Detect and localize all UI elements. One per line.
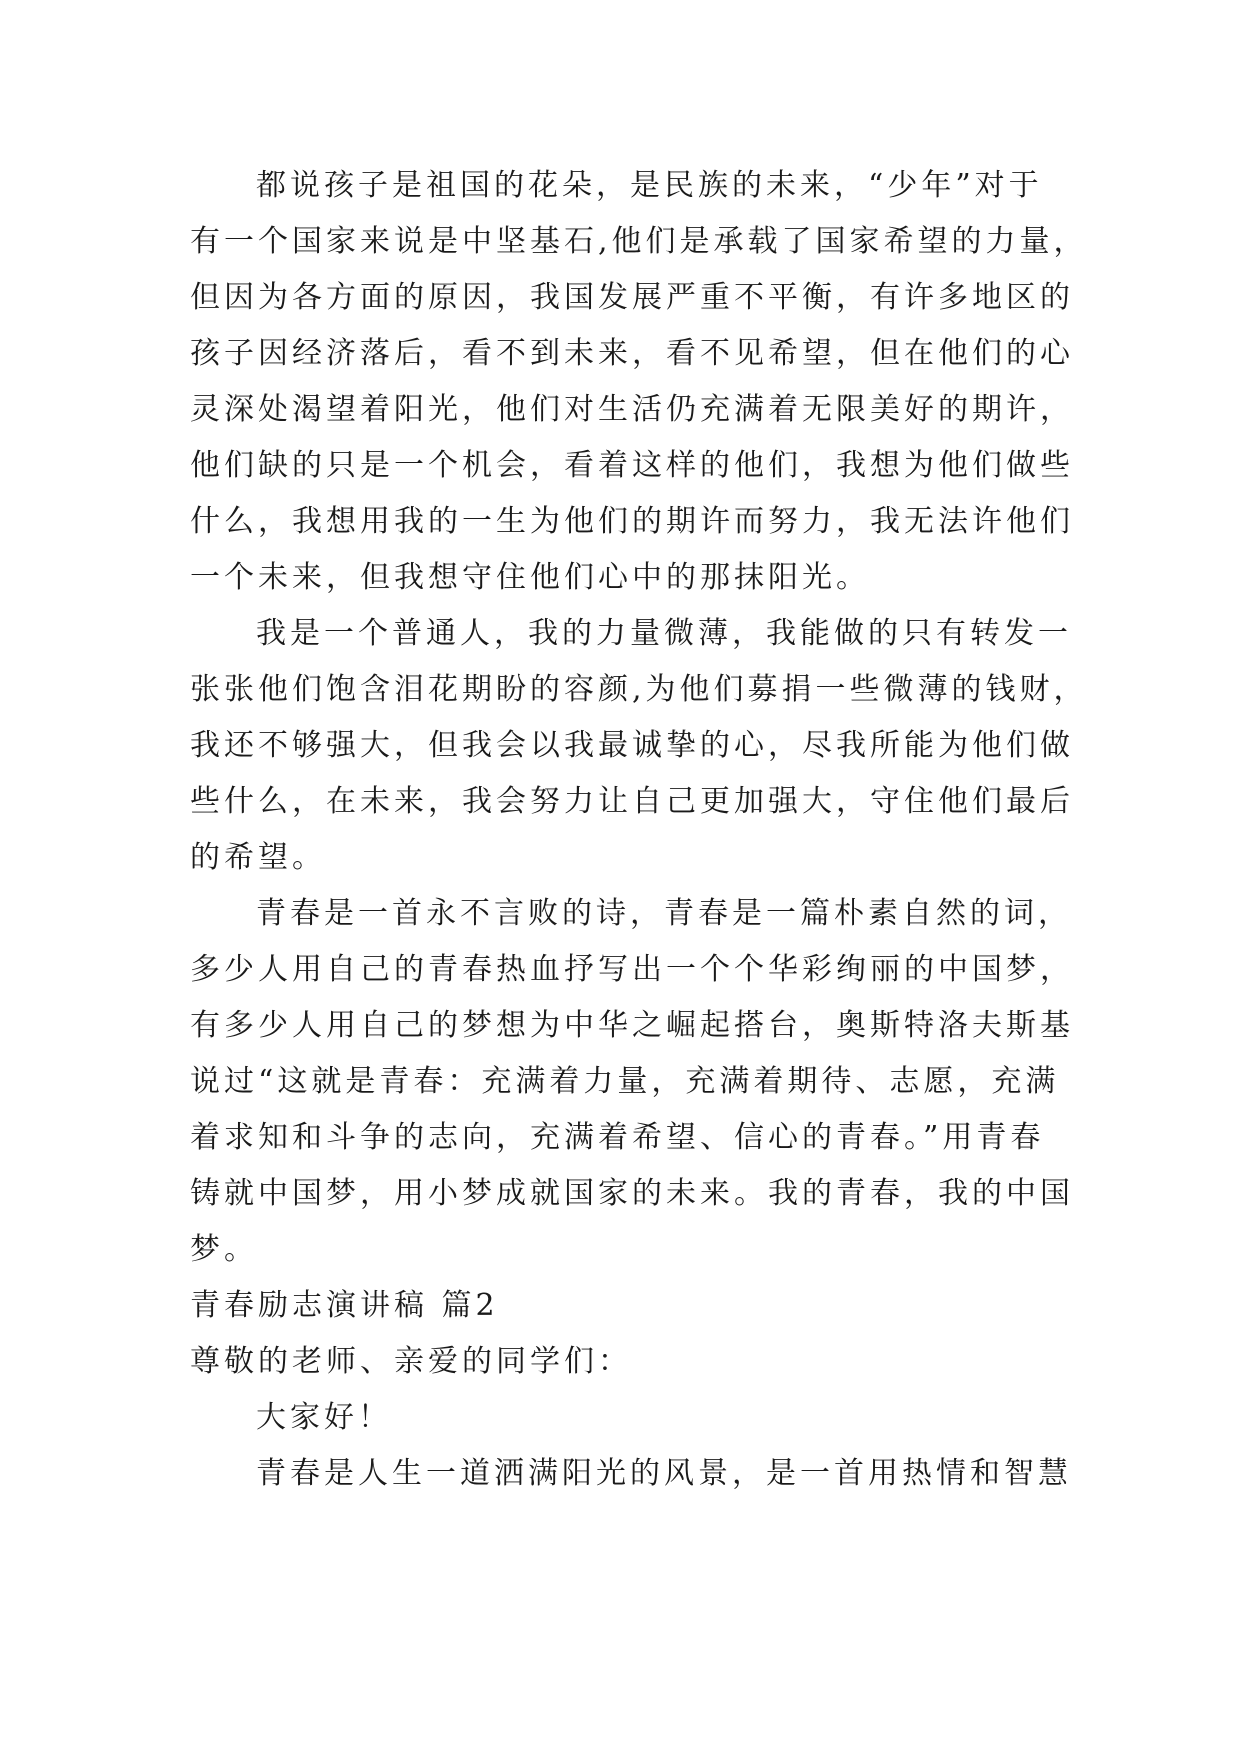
- paragraph-line: 张张他们饱含泪花期盼的容颜,为他们募捐一些微薄的钱财，: [190, 672, 1088, 707]
- paragraph-line: 有一个国家来说是中坚基石,他们是承载了国家希望的力量，: [190, 224, 1088, 259]
- paragraph-line: 灵深处渴望着阳光，他们对生活仍充满着无限美好的期许，: [190, 392, 1074, 427]
- paragraph-line: 些什么，在未来，我会努力让自己更加强大，守住他们最后: [190, 784, 1074, 819]
- paragraph-line: 说过“这就是青春：充满着力量，充满着期待、志愿，充满: [190, 1064, 1060, 1099]
- paragraph-line: 梦。: [190, 1232, 258, 1267]
- paragraph-line: 但因为各方面的原因，我国发展严重不平衡，有许多地区的: [190, 280, 1074, 315]
- paragraph-line: 铸就中国梦，用小梦成就国家的未来。我的青春，我的中国: [190, 1176, 1074, 1211]
- paragraph-line: 我是一个普通人，我的力量微薄，我能做的只有转发一: [256, 616, 1072, 651]
- paragraph-line: 有多少人用自己的梦想为中华之崛起搭台，奥斯特洛夫斯基: [190, 1008, 1074, 1043]
- paragraph-line: 多少人用自己的青春热血抒写出一个个华彩绚丽的中国梦，: [190, 952, 1074, 987]
- greeting: 大家好！: [256, 1400, 392, 1435]
- paragraph-line: 他们缺的只是一个机会，看着这样的他们，我想为他们做些: [190, 448, 1074, 483]
- section-heading: 青春励志演讲稿 篇2: [190, 1288, 499, 1323]
- paragraph-line: 的希望。: [190, 840, 326, 875]
- paragraph-line: 什么，我想用我的一生为他们的期许而努力，我无法许他们: [190, 504, 1074, 539]
- paragraph-line: 孩子因经济落后，看不到未来，看不见希望，但在他们的心: [190, 336, 1074, 371]
- paragraph-line: 我还不够强大，但我会以我最诚挚的心，尽我所能为他们做: [190, 728, 1074, 763]
- paragraph-line: 青春是一首永不言败的诗，青春是一篇朴素自然的词，: [256, 896, 1072, 931]
- paragraph-line: 着求知和斗争的志向，充满着希望、信心的青春。”用青春: [190, 1120, 1045, 1155]
- paragraph-line: 青春是人生一道洒满阳光的风景，是一首用热情和智慧: [256, 1456, 1072, 1491]
- document-body: [190, 158, 1090, 1502]
- paragraph-line: 都说孩子是祖国的花朵，是民族的未来，“少年”对于: [256, 168, 1043, 203]
- paragraph-line: 一个未来，但我想守住他们心中的那抹阳光。: [190, 560, 870, 595]
- salutation: 尊敬的老师、亲爱的同学们：: [190, 1344, 632, 1379]
